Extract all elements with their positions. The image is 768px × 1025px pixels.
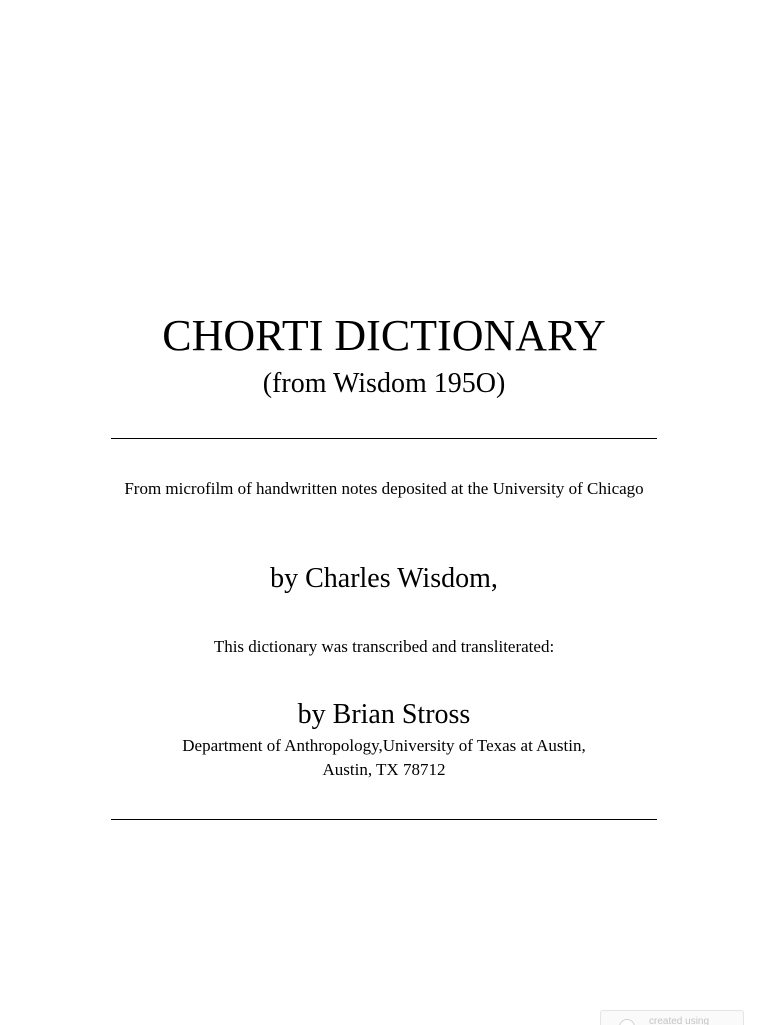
author-line: by Charles Wisdom, (270, 563, 498, 594)
watermark-text: created using (649, 1016, 710, 1025)
watermark-badge (600, 1010, 744, 1025)
watermark-logo-icon (619, 1019, 635, 1025)
transcription-note: This dictionary was transcribed and transliterated: (213, 637, 555, 656)
affiliation-line-1: Department of Anthropology,University of Texas at Austin, (182, 736, 586, 755)
document-subtitle: (from Wisdom 195O) (262, 368, 506, 399)
affiliation (0, 734, 768, 782)
source-note: From microfilm of handwritten notes deposited at the University of Chicago (124, 479, 644, 498)
bottom-divider (111, 819, 657, 820)
document-title: CHORTI DICTIONARY (162, 311, 606, 360)
affiliation-line-2: Austin, TX 78712 (322, 760, 446, 779)
top-divider (111, 438, 657, 439)
transcriber-line: by Brian Stross (297, 699, 471, 730)
